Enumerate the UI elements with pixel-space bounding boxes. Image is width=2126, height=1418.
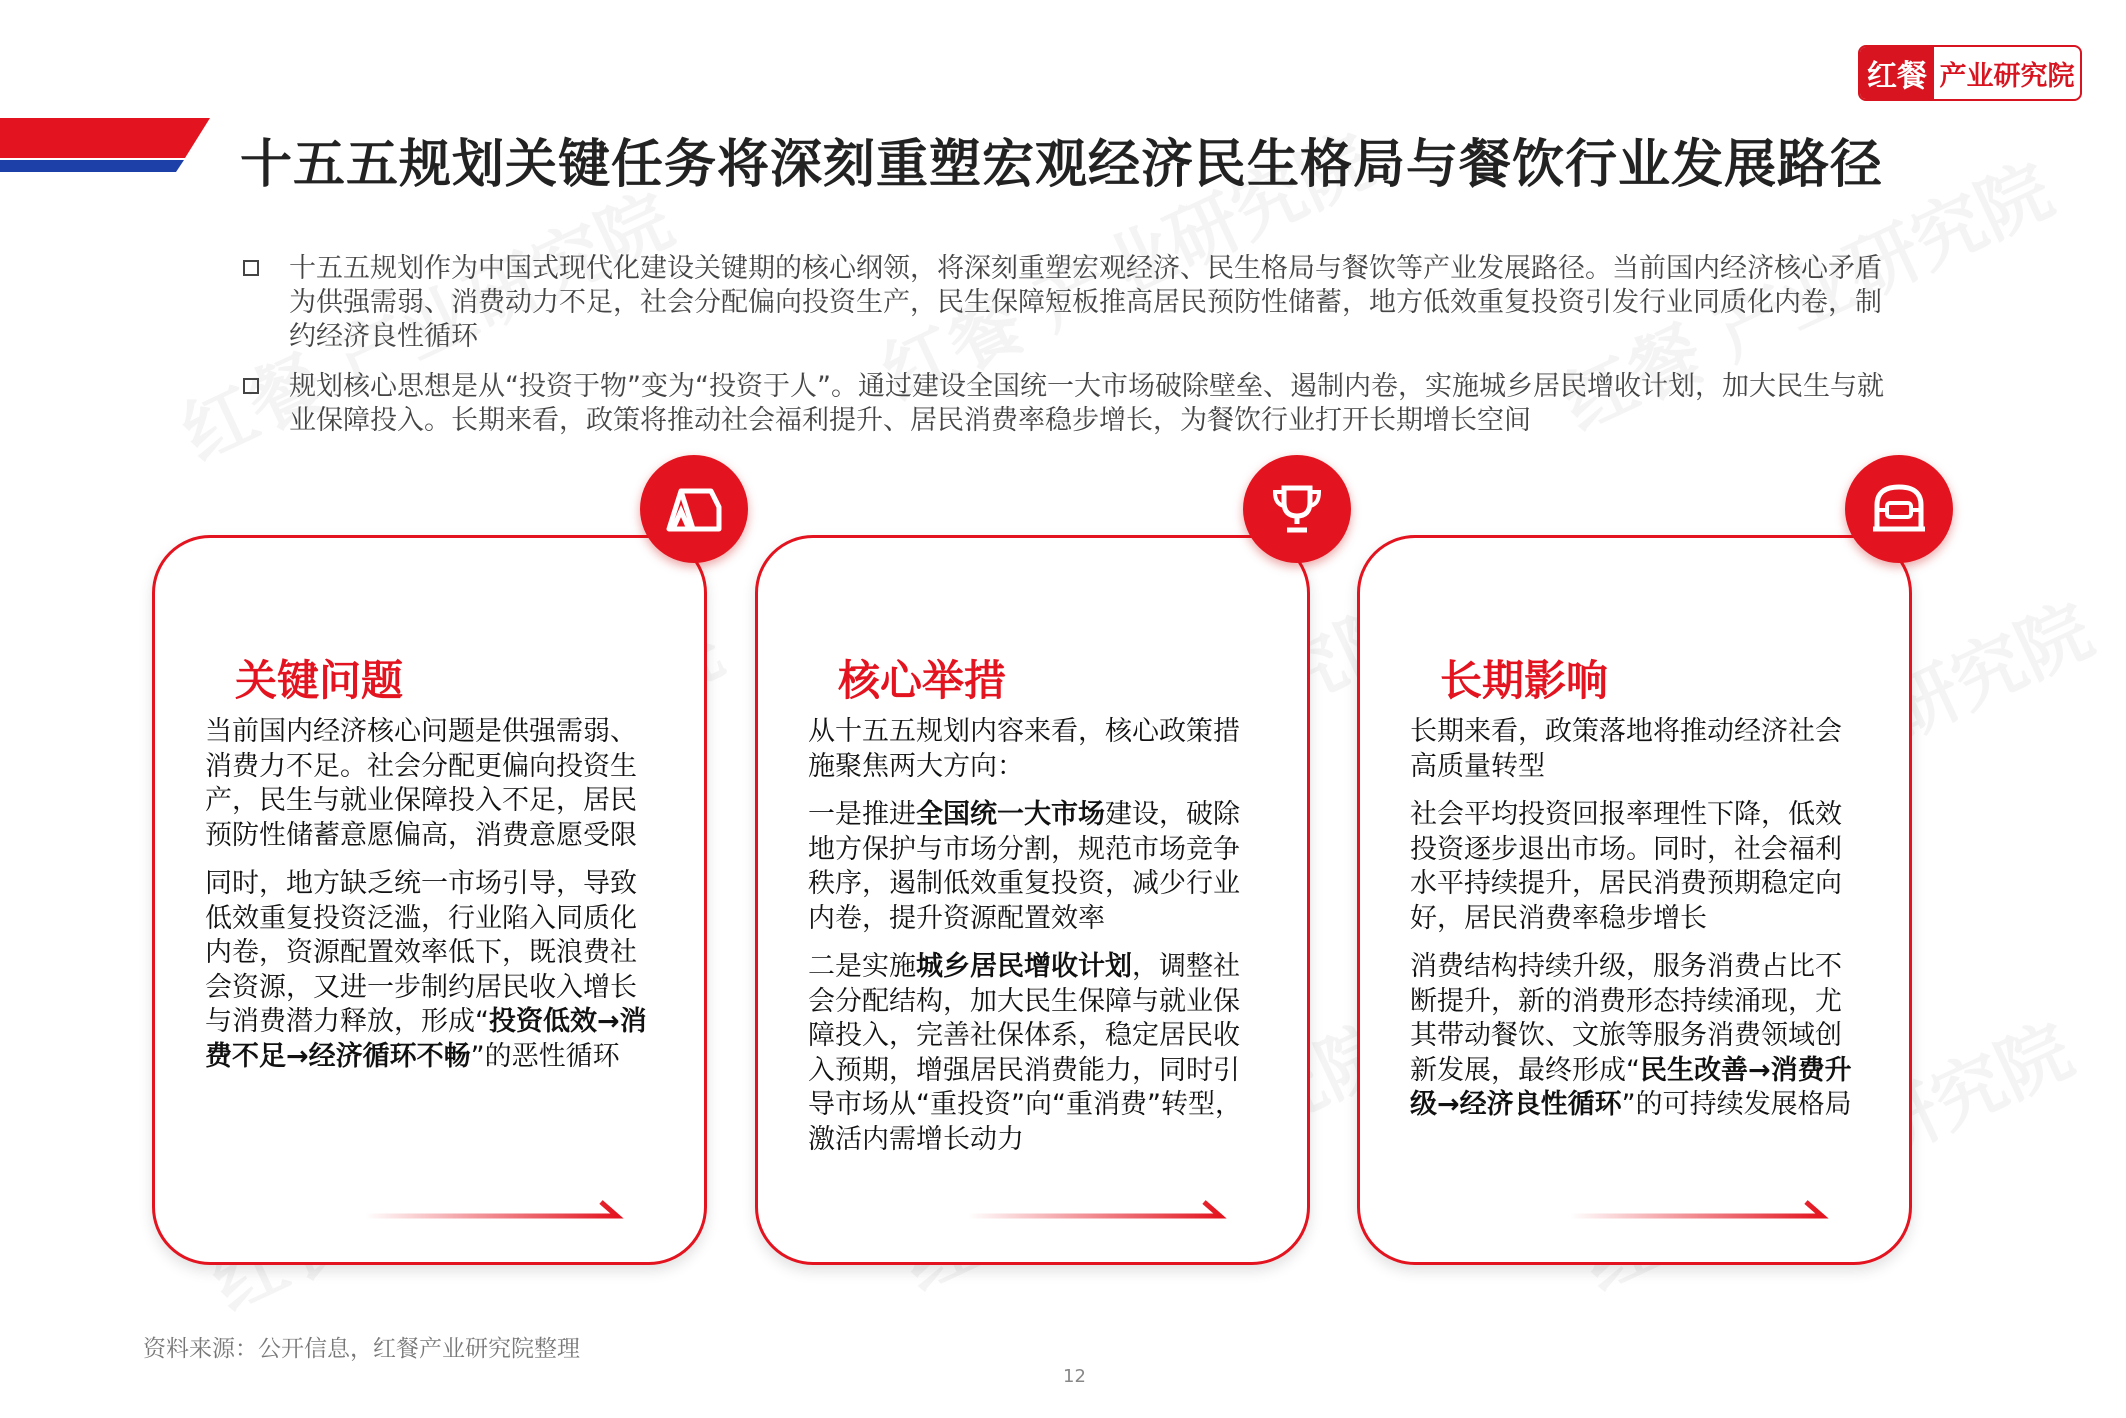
card-key-issues [152,535,707,1265]
card-body [1410,715,1860,1137]
card-paragraph: 从十五五规划内容来看，核心政策措施聚焦两大方向： [808,716,1240,782]
brand-logo [1858,45,2082,101]
safe-icon [1845,455,1953,563]
house-icon [640,455,748,563]
page-number: 12 [1063,1366,1086,1387]
card-paragraph: 当前国内经济核心问题是供强需弱、消费力不足。社会分配更偏向投资生产，民生与就业保障投入不足，居民预防性储蓄意愿偏高，消费意愿受限 [205,716,637,851]
arrow-icon [968,1198,1228,1220]
card-title: 关键问题 [235,656,404,705]
trophy-icon [1243,455,1351,563]
arrow-icon [1570,1198,1830,1220]
card-body [808,715,1258,1171]
bullet-item [243,252,1903,354]
bullet-text: 规划核心思想是从“投资于物”变为“投资于人”。通过建设全国统一大市场破除壁垒、遏制内卷，实施城乡居民增收计划，加大民生与就业保障投入。长期来看，政策将推动社会福利提升、居民消费率稳步增长，为餐饮行业打开长期增长空间 [289,371,1884,436]
bullet-item [243,370,1903,438]
card-paragraph: 一是推进全国统一大市场建设，破除地方保护与市场分割，规范市场竞争秩序，遏制低效重复投资，减少行业内卷，提升资源配置效率 [808,799,1240,934]
card-title: 核心举措 [838,656,1007,705]
title-stripe [0,118,210,172]
card-paragraph: 消费结构持续升级，服务消费占比不断提升，新的消费形态持续涌现，尤其带动餐饮、文旅等服务消费领域创新发展，最终形成“民生改善→消费升级→经济良性循环”的可持续发展格局 [1410,951,1852,1120]
card-title: 长期影响 [1440,656,1609,705]
bullet-square-icon [243,378,259,394]
logo-brand-mark: 红餐 [1860,47,1934,99]
card-paragraph: 长期来看，政策落地将推动经济社会高质量转型 [1410,716,1842,782]
source-note: 资料来源：公开信息，红餐产业研究院整理 [143,1336,580,1362]
card-paragraph: 同时，地方缺乏统一市场引导，导致低效重复投资泛滥，行业陷入同质化内卷，资源配置效率低下，既浪费社会资源，又进一步制约居民收入增长与消费潜力释放，形成“投资低效→消费不足→经济循环不畅”的恶性循环 [205,868,647,1072]
card-long-term-impact [1357,535,1912,1265]
card-core-measures [755,535,1310,1265]
page-title: 十五五规划关键任务将深刻重塑宏观经济民生格局与餐饮行业发展路径 [240,135,1884,195]
bullet-text: 十五五规划作为中国式现代化建设关键期的核心纲领，将深刻重塑宏观经济、民生格局与餐饮等产业发展路径。当前国内经济核心矛盾为供强需弱、消费动力不足，社会分配偏向投资生产，民生保障短板推高居民预防性储蓄，地方低效重复投资引发行业同质化内卷，制约经济良性循环 [289,253,1882,352]
logo-text: 产业研究院 [1939,60,2075,92]
arrow-icon [365,1198,625,1220]
card-body [205,715,655,1088]
card-paragraph: 二是实施城乡居民增收计划，调整社会分配结构，加大民生保障与就业保障投入，完善社保体系，稳定居民收入预期，增强居民消费能力，同时引导市场从“重投资”向“重消费”转型，激活内需增长动力 [808,951,1242,1155]
card-paragraph: 社会平均投资回报率理性下降，低效投资逐步退出市场。同时，社会福利水平持续提升，居民消费预期稳定向好，居民消费率稳步增长 [1410,799,1842,934]
bullet-square-icon [243,260,259,276]
